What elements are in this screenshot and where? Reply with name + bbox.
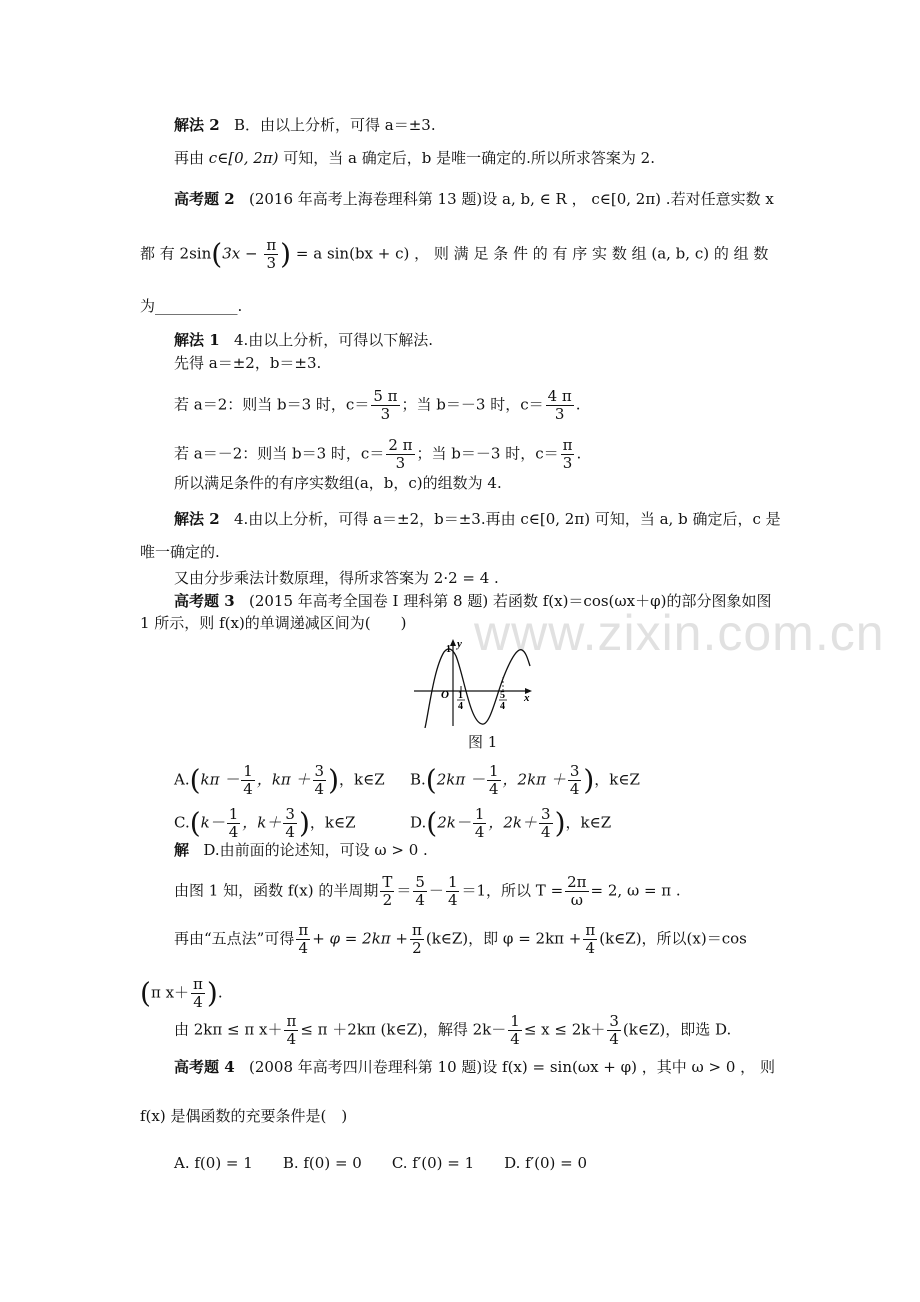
solution-1-line-1	[174, 330, 433, 350]
text-s1c2: ；当 b＝－3 时，c＝	[401, 395, 544, 414]
label-sol1: 解法 1	[174, 331, 220, 349]
solution-2b-line-2: 唯一确定的.	[140, 543, 220, 561]
label-sol: 解	[174, 841, 190, 859]
answer-line-4: (π x＋ $\frac{\pi}{4}$ ).	[140, 975, 223, 1011]
option-a[interactable]: A.(kπ － $\frac{1}{4}$ ，kπ ＋ $\frac{3}{4}$ )，k∈Z	[174, 762, 385, 798]
frac-5pi-3: $\frac{5 \pi}{3}$	[373, 387, 398, 423]
option-c[interactable]: C.(k－ $\frac{1}{4}$ ，k＋ $\frac{3}{4}$ )，k∈Z	[174, 805, 356, 841]
frac-2pi-3: $\frac{2 \pi}{3}$	[388, 436, 413, 472]
solution-2b-line-1	[174, 509, 781, 529]
answer-line-1	[174, 840, 428, 860]
frac-4pi-3: $\frac{4 \pi}{3}$	[547, 387, 572, 423]
label-q3: 高考题 3	[174, 592, 235, 610]
question-2-head	[174, 189, 774, 209]
paren-open: (	[211, 237, 223, 271]
text-s1c1: 若 a＝2：则当 b＝3 时，c＝	[174, 395, 370, 414]
text-line-2	[174, 148, 655, 168]
solution-2b-line-3: 又由分步乘法计数原理，得所求答案为 2·2 = 4 .	[174, 569, 499, 587]
answer-line-3: 再由“五点法”可得 $\frac{\pi}{4}$ + φ = 2kπ + $\frac{\pi}{2}$ (k∈Z)，即 φ = 2kπ + $\frac{\pi}{4}$ (k∈Z)，所以(x)＝cos	[174, 921, 747, 957]
figure-1-graph	[412, 636, 538, 728]
text-q2b2: 3x −	[222, 244, 258, 263]
tick-2-den: 4	[500, 701, 505, 712]
paren-close: )	[280, 237, 292, 271]
text-l2b: c∈[0, 2π)	[208, 149, 279, 167]
solution-1-line-3: 若 a＝2：则当 b＝3 时，c＝ $\frac{5 \pi}{3}$ ；当 b＝－3 时，c＝ $\frac{4 \pi}{3}$ .	[174, 387, 581, 423]
text-q2a: (2016 年高考上海卷理科第 13 题)设 a, b, ∈ R ， c∈[0, 2π) .若对任意实数 x	[248, 190, 774, 208]
text-l2c: 可知，当 a 确定后，b 是唯一确定的.所以所求答案为 2.	[283, 149, 655, 167]
option-d[interactable]: D.(2k－ $\frac{1}{4}$ ，2k＋ $\frac{3}{4}$ )，k∈Z	[410, 805, 612, 841]
tick-1-den: 4	[458, 701, 463, 712]
question-4-line-2: f(x) 是偶函数的充要条件是( )	[140, 1107, 348, 1125]
label-sol2b: 解法 2	[174, 510, 220, 528]
tick-1-num: 1	[458, 690, 463, 701]
text-s1d2: ；当 b＝－3 时，c＝	[416, 444, 559, 463]
text-l1: B．由以上分析，可得 a＝±3.	[233, 116, 436, 134]
label-q2: 高考题 2	[174, 190, 235, 208]
origin-label: O	[441, 689, 449, 701]
frac-pi-3b: $\frac{\pi}{3}$	[562, 436, 573, 472]
solution-1-line-2: 先得 a＝±2，b＝±3.	[174, 354, 322, 372]
label-q4: 高考题 4	[174, 1058, 235, 1076]
label-sol2: 解法 2	[174, 116, 220, 134]
text-q4a: (2008 年高考四川卷理科第 10 题)设 f(x) = sin(ωx + φ) ，其中 ω > 0 ， 则	[248, 1058, 775, 1076]
text-a1: D.由前面的论述知，可设 ω > 0 .	[203, 841, 428, 859]
watermark: www.zixin.com.cn	[474, 605, 885, 661]
y-axis-label: y	[457, 638, 462, 650]
text-s1a: 4.由以上分析，可得以下解法.	[233, 331, 434, 349]
solution-1-line-5: 所以满足条件的有序实数组(a，b，c)的组数为 4.	[174, 474, 502, 492]
question-2-line-3: 为___________.	[140, 297, 243, 315]
figure-caption: 图 1	[468, 733, 498, 751]
text-q3a: (2015 年高考全国卷 I 理科第 8 题) 若函数 f(x)＝cos(ωx＋φ)的部分图象如图	[248, 592, 772, 610]
x-axis-label: x	[524, 692, 530, 704]
answer-line-5: 由 2kπ ≤ π x＋ $\frac{\pi}{4}$ ≤ π ＋2kπ (k∈Z)，解得 2k－ $\frac{1}{4}$ ≤ x ≤ 2k＋ $\frac{3}{4}$ (k∈Z)，即选 D.	[174, 1012, 732, 1048]
question-4-options[interactable]: A. f(0) = 1 B. f(0) = 0 C. f′(0) = 1 D. f′(0) = 0	[174, 1154, 588, 1172]
question-4-head	[174, 1057, 775, 1077]
label-one: 1	[446, 644, 451, 655]
tick-2-num: 5	[500, 690, 505, 701]
text-s1d1: 若 a＝－2：则当 b＝3 时，c＝	[174, 444, 385, 463]
question-3-line-2: 1 所示，则 f(x)的单调递减区间为( )	[140, 614, 407, 632]
text-q2b3: = a sin(bx + c) ， 则 满 足 条 件 的 有 序 实 数 组 (a, b, c) 的 组 数	[295, 244, 769, 263]
question-2-line-2	[140, 237, 768, 272]
text-s2a: 4.由以上分析，可得 a＝±2，b＝±3.再由 c∈[0, 2π) 可知，当 a, b 确定后，c 是	[233, 510, 781, 528]
solution-1-line-4: 若 a＝－2：则当 b＝3 时，c＝ $\frac{2 \pi}{3}$ ；当 b＝－3 时，c＝ $\frac{\pi}{3}$ .	[174, 436, 582, 472]
text-q2b1: 都 有 2sin	[140, 244, 212, 263]
option-b[interactable]: B.(2kπ － $\frac{1}{4}$ ，2kπ ＋ $\frac{3}{4}$ )，k∈Z	[410, 762, 640, 798]
answer-line-2: 由图 1 知，函数 f(x) 的半周期 $\frac{T}{2}$ ＝ $\frac{5}{4}$ － $\frac{1}{4}$ ＝1，所以 T = $\frac{2\pi}{\omega}$ = 2, ω = π .	[174, 873, 681, 909]
text-l2a: 再由	[174, 149, 205, 167]
frac-pi-3: $\frac{\pi}{3}$	[266, 236, 277, 272]
solution-2-line	[174, 115, 436, 135]
